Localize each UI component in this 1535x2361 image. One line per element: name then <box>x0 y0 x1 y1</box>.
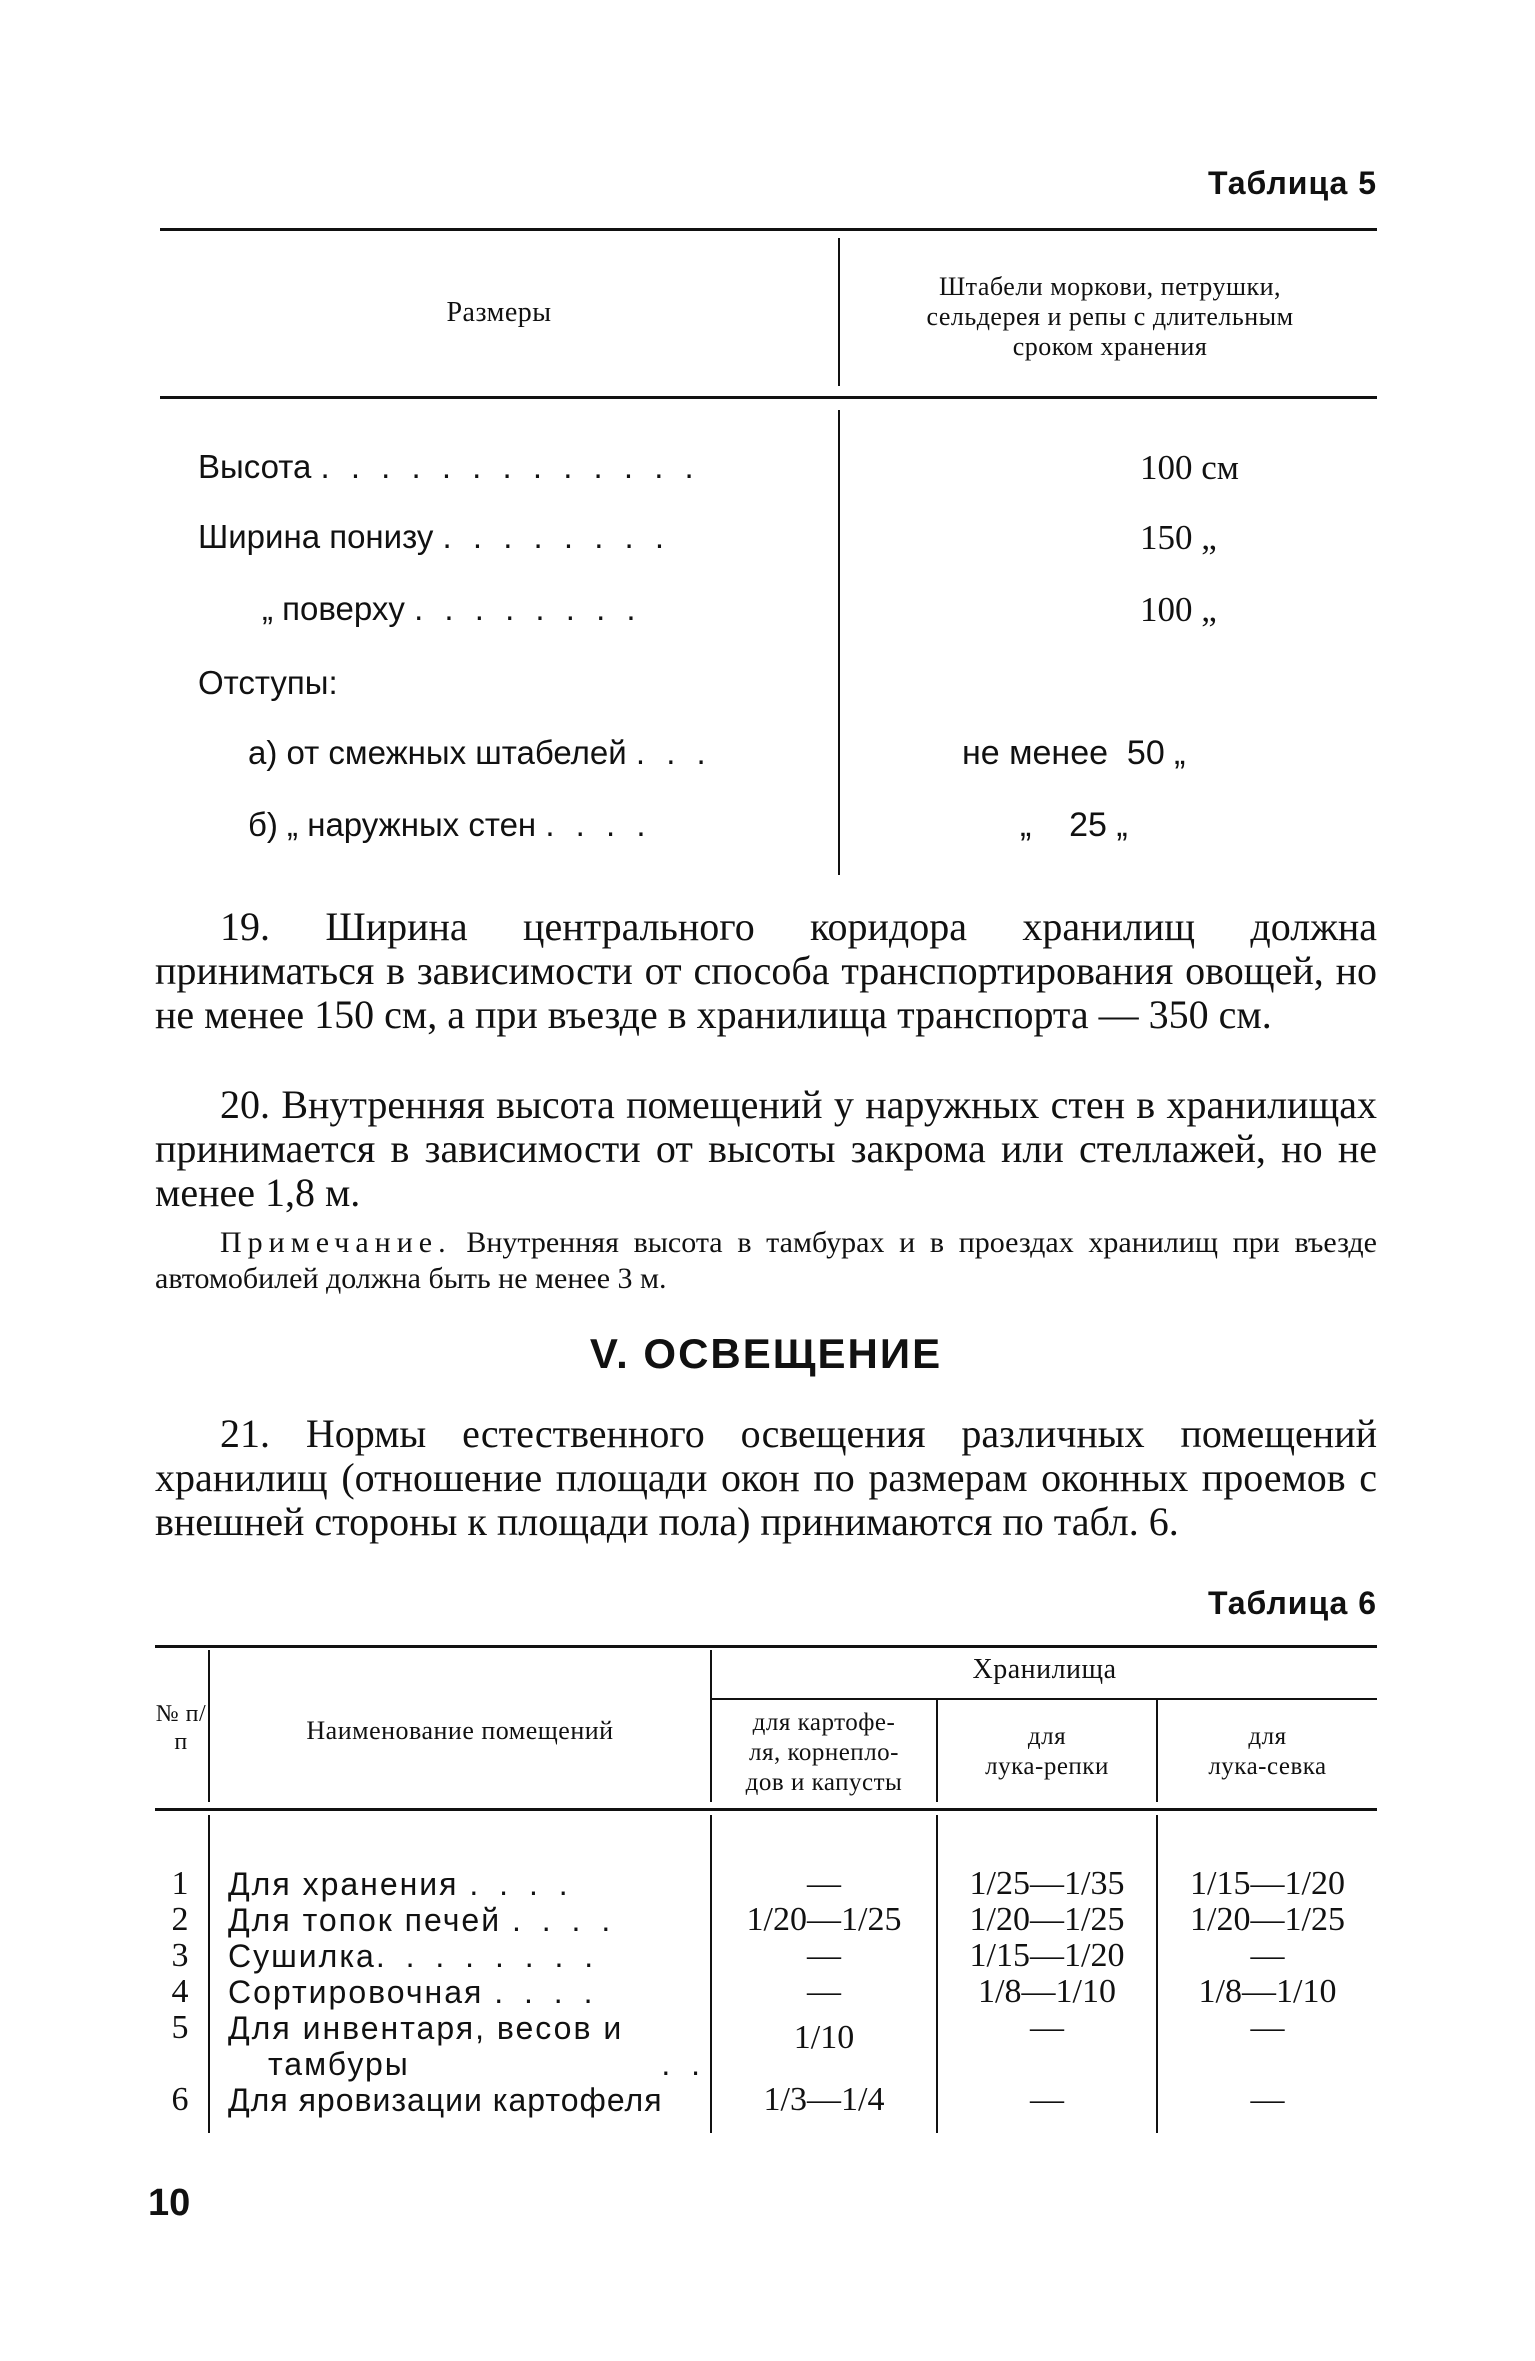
cell: 1/20—1/25 <box>1190 1901 1345 1938</box>
table6-caption: Таблица 6 <box>1207 1585 1377 1621</box>
table5-row <box>262 590 832 628</box>
cell: — <box>1250 1937 1285 1974</box>
row-label: а) от смежных штабелей <box>248 734 627 771</box>
note-text: Внутренняя высота в тамбурах и в проездах хранилищ при въезде автомобилей должна быть не менее 3 м. <box>155 1226 1377 1295</box>
table5-caption: Таблица 5 <box>1207 165 1377 201</box>
note <box>155 1225 1377 1297</box>
row-num: 5 <box>171 2009 189 2046</box>
row-name <box>228 1866 706 1902</box>
row-name <box>228 2046 706 2082</box>
header-line: дов и капусты <box>745 1769 903 1796</box>
cell: 1/10 <box>793 2019 855 2056</box>
cell: — <box>807 1937 841 1974</box>
table6-top-rule <box>155 1645 1377 1648</box>
table6-group-rule <box>712 1698 1377 1700</box>
name-text: Для топок печей <box>228 1902 502 1938</box>
table5-header-line: Штабели моркови, петрушки, <box>938 272 1282 301</box>
header-line: для <box>1027 1723 1067 1750</box>
row-num: 3 <box>171 1937 189 1974</box>
paragraph-19: 19. Ширина центрального коридора хранилищ должна приниматься в зависимости от способа транспортирования овощей, но не менее 150 см, а при въезде в хранилища транспорта — 350 см. <box>155 904 1377 1037</box>
table5-header-stacks <box>845 272 1375 362</box>
row-name <box>228 1902 706 1938</box>
name-dots: . . . . <box>469 1866 574 1902</box>
section-heading: V. ОСВЕЩЕНИЕ <box>589 1330 943 1377</box>
row-num: 1 <box>171 1865 189 1902</box>
name-text: Для инвентаря, весов и <box>228 2010 624 2046</box>
cell: 1/8—1/10 <box>978 1973 1116 2010</box>
note-prefix: Примечание. <box>220 1226 452 1259</box>
table6-col-c <box>1158 1866 1377 2118</box>
cell: — <box>1030 2081 1064 2118</box>
row-label: Высота <box>198 448 312 485</box>
cell: 1/15—1/20 <box>969 1937 1125 1974</box>
table5-header-divider <box>838 238 840 386</box>
table5-body-divider <box>838 410 840 875</box>
table5-value: „ 25 „ <box>1020 806 1128 844</box>
cell: 1/20—1/25 <box>969 1901 1125 1938</box>
name-text: Сортировочная <box>228 1974 484 2010</box>
header-line: для картофе- <box>752 1709 896 1736</box>
row-dots: . . . <box>635 734 712 771</box>
name-dots: . . . . . . . . <box>375 1938 600 1974</box>
header-line: для <box>1248 1723 1287 1750</box>
page-number: 10 <box>148 2182 191 2224</box>
name-text: Для яровизации картофеля <box>228 2082 663 2118</box>
table5-value: не менее 50 „ <box>962 734 1186 772</box>
cell: 1/8—1/10 <box>1198 1973 1337 2010</box>
table5-row <box>198 664 338 702</box>
table5-row <box>248 806 833 844</box>
row-dots: . . . . . . . . . . . . . <box>320 448 700 485</box>
paragraph-21: 21. Нормы естественного освещения различных помещений хранилищ (отношение площади окон по размерам оконных проемов с внешней стороны к площади пола) принимаются по табл. 6. <box>155 1411 1377 1544</box>
header-line: лука-репки <box>985 1753 1109 1780</box>
name-text: тамбуры <box>268 2046 410 2082</box>
row-name <box>228 1974 706 2010</box>
table6-col-b <box>938 1866 1156 2118</box>
row-num: 2 <box>171 1901 189 1938</box>
name-dots: . . . . <box>511 1902 617 1938</box>
row-dots: . . . . . . . . <box>442 518 671 555</box>
table6-header-name: Наименование помещений <box>306 1716 614 1745</box>
row-dots: . . . . <box>545 806 652 843</box>
row-name <box>228 2082 706 2118</box>
table5-header-sizes: Размеры <box>446 297 552 328</box>
header-line: лука-севка <box>1208 1753 1327 1780</box>
table6-header-rule <box>155 1808 1377 1811</box>
name-dots: . . <box>661 2046 706 2082</box>
table5-row <box>248 734 833 772</box>
table6-header-num: № п/п <box>155 1701 207 1755</box>
table5-value: 100 „ <box>1140 590 1217 629</box>
name-text: Для хранения <box>228 1866 459 1902</box>
table5-header-line: сельдерея и репы с длительным <box>926 302 1294 331</box>
cell: 1/20—1/25 <box>746 1901 902 1938</box>
table5-value: 150 „ <box>1140 518 1217 557</box>
row-num: 6 <box>171 2081 189 2118</box>
name-dots: . . . . <box>494 1974 599 2010</box>
paragraph-20: 20. Внутренняя высота помещений у наружных стен в хранилищах принимается в зависимости от высоты закрома или стеллажей, но не менее 1,8 м. <box>155 1082 1377 1215</box>
row-dots: . . . . . . . . <box>414 590 642 627</box>
cell: — <box>1250 2009 1285 2046</box>
row-label: „ поверху <box>262 590 405 627</box>
table6-header-col-a <box>712 1708 936 1798</box>
table6-header-group: Хранилища <box>972 1654 1117 1685</box>
header-line: ля, корнепло- <box>748 1739 899 1766</box>
table6-v1 <box>208 1650 210 1802</box>
cell: — <box>807 1973 841 2010</box>
table5-row <box>198 518 828 556</box>
table6-name-col <box>228 1866 706 2118</box>
table5-row <box>198 448 828 486</box>
row-name <box>228 1938 706 1974</box>
cell: — <box>1030 2009 1064 2046</box>
table5-value: 100 см <box>1140 448 1239 487</box>
row-num: 4 <box>171 1973 189 2010</box>
table6-header-col-b <box>938 1722 1156 1782</box>
row-label: б) „ наружных стен <box>248 806 537 843</box>
table6-header-col-c <box>1158 1722 1377 1782</box>
table6-body-v1 <box>208 1815 210 2133</box>
cell: 1/3—1/4 <box>763 2081 885 2118</box>
name-text: Сушилка <box>228 1938 376 1974</box>
cell: 1/25—1/35 <box>969 1865 1125 1902</box>
table5-header-rule <box>160 396 1377 399</box>
row-label: Отступы: <box>198 664 338 701</box>
cell: — <box>1250 2081 1285 2118</box>
row-label: Ширина понизу <box>198 518 434 555</box>
cell: — <box>807 1865 841 1902</box>
row-name <box>228 2010 706 2046</box>
table5-top-rule <box>160 228 1377 231</box>
table5-header-line: сроком хранения <box>1012 332 1208 361</box>
table6-col-a <box>712 1866 936 2118</box>
cell: 1/15—1/20 <box>1190 1865 1345 1902</box>
table6-num-col <box>155 1866 205 2118</box>
